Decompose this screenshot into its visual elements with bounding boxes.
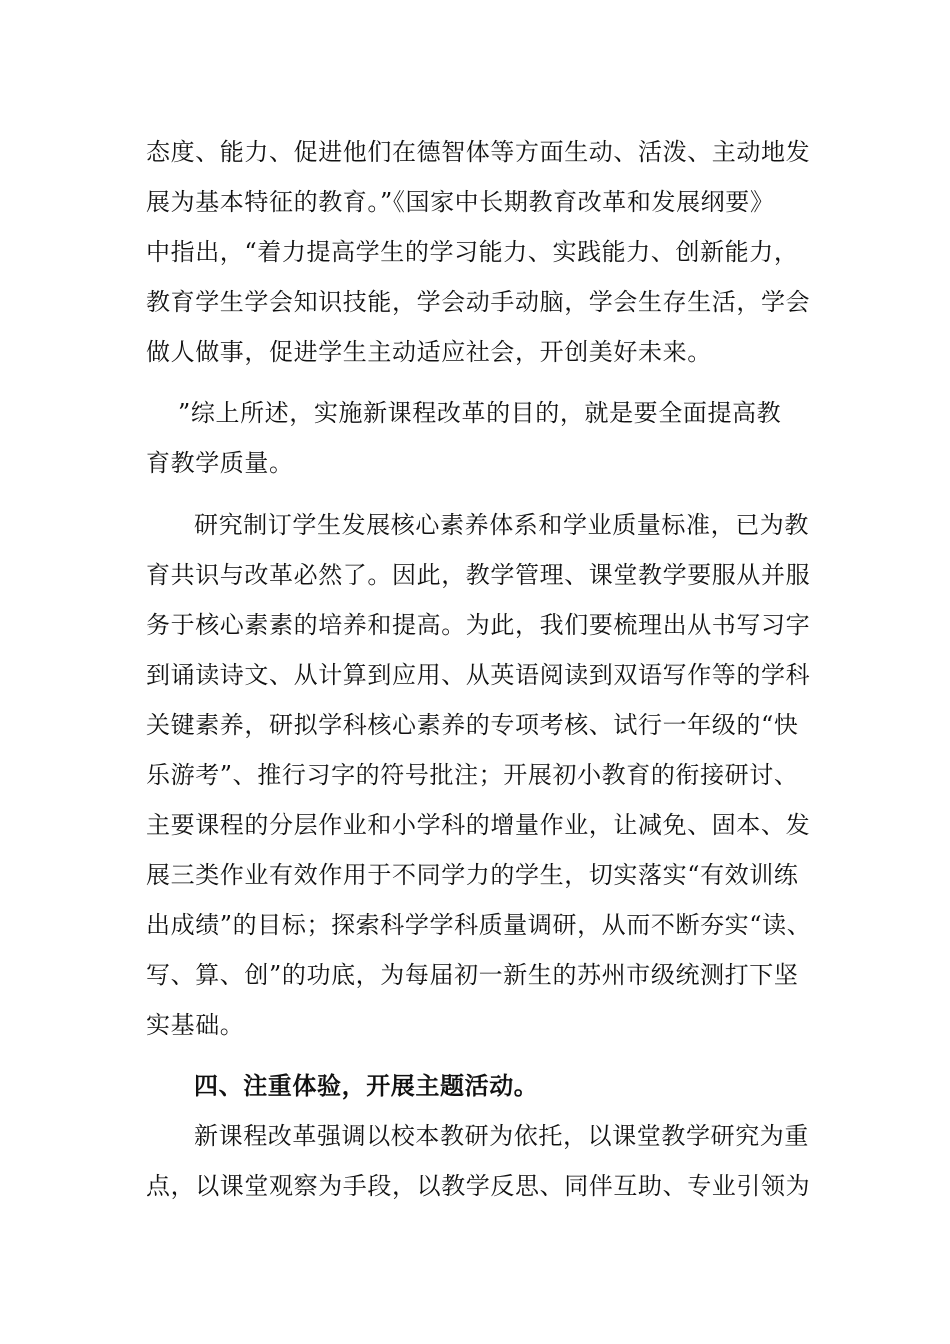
text-line: 态度、能力、促进他们在德智体等方面生动、活泼、主动地发 xyxy=(146,138,811,166)
text-line: 新课程改革强调以校本教研为依托，以课堂教学研究为重 xyxy=(194,1122,809,1150)
text-line: 务于核心素素的培养和提高。为此，我们要梳理出从书写习字 xyxy=(146,611,811,639)
text-line: 中指出，“着力提高学生的学习能力、实践能力、创新能力， xyxy=(146,238,799,266)
text-line: 教育学生学会知识技能，学会动手动脑，学会生存生活，学会 xyxy=(146,288,811,316)
text-line: 乐游考”、推行习字的符号批注；开展初小教育的衔接研讨、 xyxy=(146,761,799,789)
text-line: 展为基本特征的教育。”《国家中长期教育改革和发展纲要》 xyxy=(146,188,775,216)
text-line: 出成绩”的目标；探索科学学科质量调研，从而不断夯实“读、 xyxy=(146,911,812,939)
text-line: 点，以课堂观察为手段，以教学反思、同伴互助、专业引领为 xyxy=(146,1172,811,1200)
text-line: 研究制订学生发展核心素养体系和学业质量标准，已为教 xyxy=(194,511,809,539)
text-line: 到诵读诗文、从计算到应用、从英语阅读到双语写作等的学科 xyxy=(146,661,811,689)
text-line: 育教学质量。 xyxy=(146,449,294,477)
text-line: 写、算、创”的功底，为每届初一新生的苏州市级统测打下坚 xyxy=(146,961,799,989)
text-line: 主要课程的分层作业和小学科的增量作业，让减免、固本、发 xyxy=(146,811,811,839)
text-line: 关键素养，研拟学科核心素养的专项考核、试行一年级的“快 xyxy=(146,711,799,739)
text-line: 做人做事，促进学生主动适应社会，开创美好未来。 xyxy=(146,338,712,366)
section-heading: 四、注重体验，开展主题活动。 xyxy=(194,1071,539,1100)
text-line: ”综上所述，实施新课程改革的目的，就是要全面提高教 xyxy=(178,399,782,427)
text-line: 展三类作业有效作用于不同学力的学生，切实落实“有效训练 xyxy=(146,861,799,889)
text-line: 实基础。 xyxy=(146,1011,245,1039)
text-line: 育共识与改革必然了。因此，教学管理、课堂教学要服从并服 xyxy=(146,561,811,589)
